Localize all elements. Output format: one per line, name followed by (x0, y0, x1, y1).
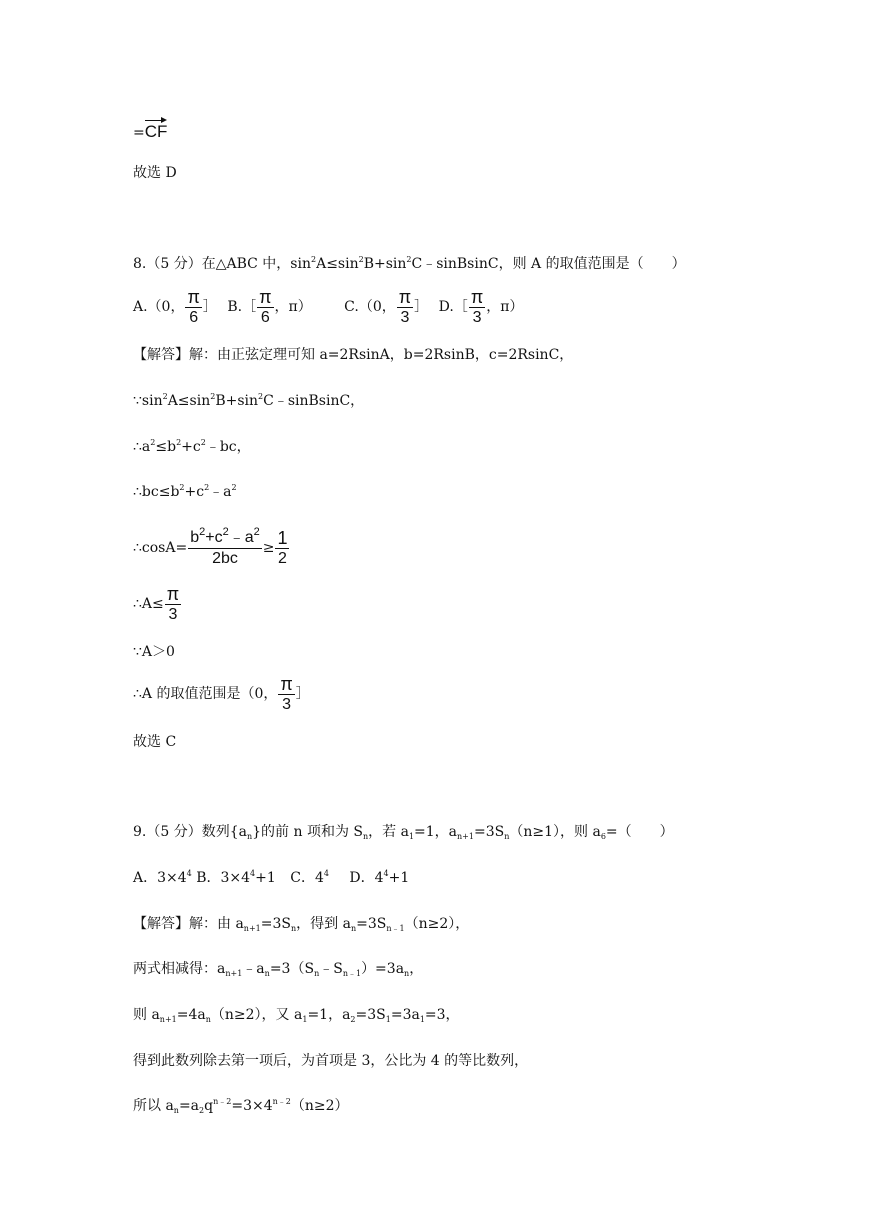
equals-sign: = (133, 125, 145, 141)
half-fraction: $\frac{1}{2}$ (277, 527, 288, 567)
q9-stem: 9.（5 分）数列$\{a_n\}$的前 n 项和为 $S_n$，若 $a_1=1$，$a_{n+1}=3S_n(n\ge 1)$，则 $a_6=$（ ） (133, 824, 674, 841)
q9-option-c: C．$4^4$ (290, 869, 329, 886)
q8-solution-line-1: 【解答】解：由正弦定理可知 a=2RsinA，b=2RsinB，c=2RsinC， (133, 347, 574, 363)
q8-option-c: C.（0， $\frac{\pi}{3}$ ］ (344, 286, 429, 326)
q9-solution-line-1: 【解答】解：由 $a_{n+1}=3S_n$，得到 $a_n=3S_{n﹣1}(n\ge 2)$， (133, 916, 470, 933)
q8-options (133, 286, 523, 328)
q8-solution-line-3: $\therefore a^2\le b^2+c^2﹣bc$， (133, 438, 251, 455)
q9-option-a: A．$3\times 4^4$ (133, 869, 192, 886)
q8-solution-line-5: ∴cosA= $\frac{b^2+c^2﹣a^2}{2bc}$ ≥ $\frac{1}{2}$ (133, 525, 288, 567)
q8-solution-line-8: ∴A 的取值范围是（0， $\frac{\pi}{3}$ ］ (133, 673, 310, 713)
vector-result-line (133, 118, 167, 143)
q8-solution-line-2: $\because\sin^2A\le\sin^2B+\sin^2C﹣sinBsinC$， (133, 392, 365, 409)
q9-option-b: B．$3\times 4^4+1$ (196, 869, 276, 886)
q9-solution-line-2: 两式相减得：$a_{n+1}﹣a_n=3(S_n﹣S_{n﹣1})=3a_n$， (133, 961, 424, 978)
q9-options (133, 868, 409, 888)
q9-solution-line-5: 所以 $a_n=a_2q^{n﹣2}=3\times 4^{n﹣2}(n\ge 2)$ (133, 1097, 349, 1115)
q8-solution-line-6: ∴A≤ $\frac{\pi}{3}$ (133, 583, 180, 623)
q8-option-a: A.（0， $\frac{\pi}{6}$ ］ (133, 286, 217, 326)
q9-solution-line-4: 得到此数列除去第一项后，为首项是 3，公比为 4 的等比数列， (133, 1053, 529, 1069)
q8-answer: 故选 C (133, 734, 177, 750)
previous-answer: 故选 D (133, 165, 177, 181)
q9-solution-line-3: 则 $a_{n+1}=4a_n(n\ge 2)$，又 $a_1=1$，$a_2=3S_1=3a_1=3$， (133, 1007, 460, 1024)
q9-option-d: D．$4^4+1$ (349, 869, 410, 886)
q8-solution-line-7: ∵A＞0 (133, 644, 175, 660)
q8-stem: 8.（5 分）在△ABC 中，$\sin^2A\le\sin^2B+\sin^2C﹣sinBsinC$，则 A 的取值范围是（ ） (133, 255, 686, 272)
q8-option-b: B.［ $\frac{\pi}{6}$ ，π） (227, 286, 312, 326)
vector-cf: CF (145, 118, 168, 142)
q8-solution-line-4: $\therefore bc\le b^2+c^2﹣a^2$ (133, 483, 237, 500)
q8-option-d: D.［ $\frac{\pi}{3}$ ，π） (438, 286, 524, 326)
cosine-fraction: $\frac{b^2+c^2﹣a^2}{2bc}$ (190, 525, 260, 567)
